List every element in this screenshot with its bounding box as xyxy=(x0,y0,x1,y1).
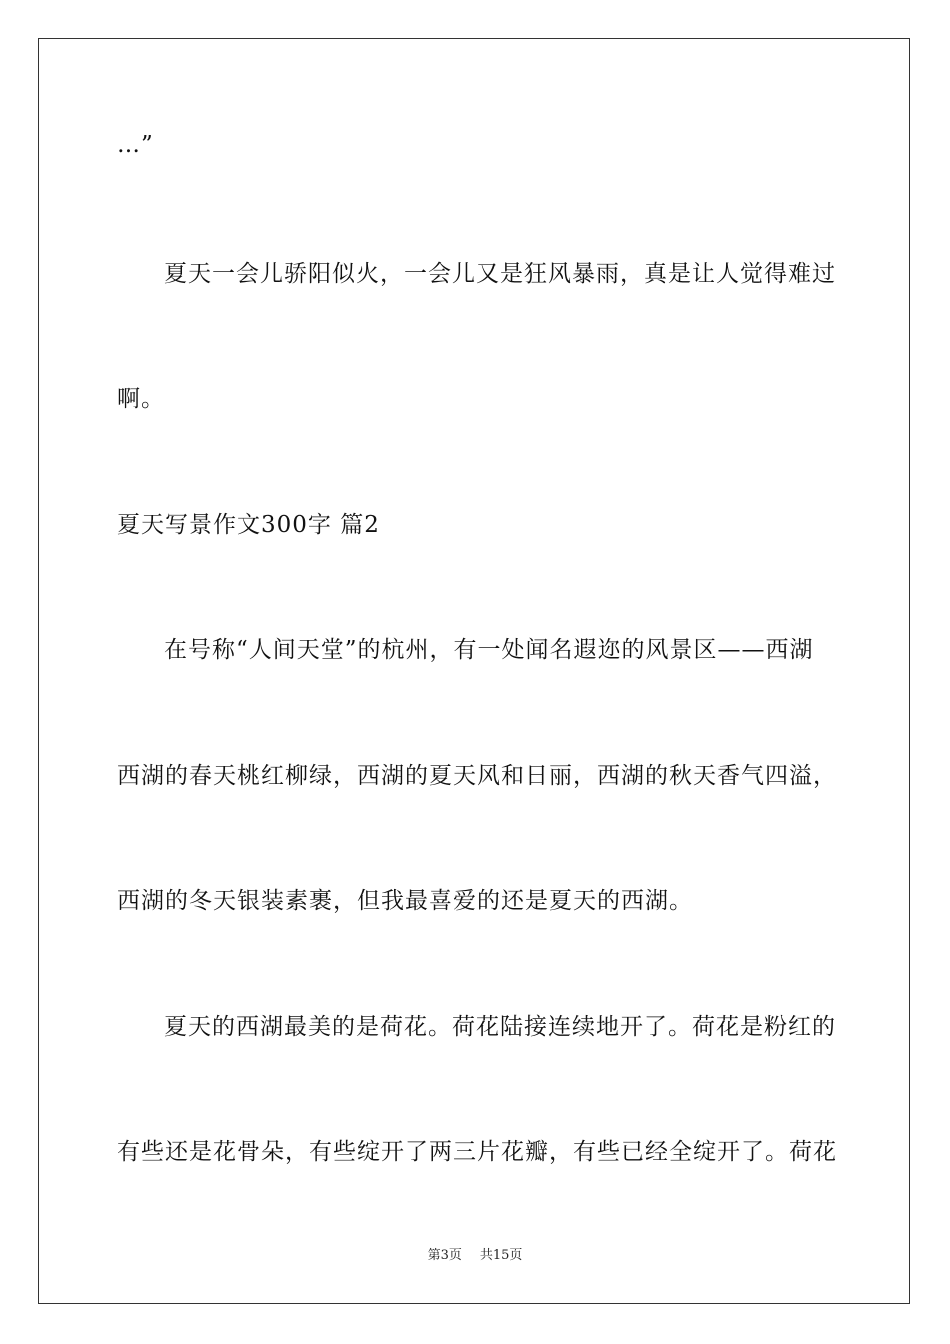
text-line-paragraph-3: 夏天的西湖最美的是荷花。荷花陆接连续地开了。荷花是粉红的 xyxy=(164,1014,836,1040)
text-line-ellipsis: …” xyxy=(117,132,154,158)
page-frame xyxy=(38,38,910,1304)
text-line-paragraph-3-cont: 有些还是花骨朵，有些绽开了两三片花瓣，有些已经全绽开了。荷花 xyxy=(117,1139,837,1165)
text-line-paragraph-1-end: 啊。 xyxy=(117,386,165,412)
text-line-paragraph-2: 在号称“人间天堂”的杭州，有一处闻名遐迩的风景区——西湖 xyxy=(164,637,814,663)
page-number: 第3页 xyxy=(427,1248,462,1263)
page-total: 共15页 xyxy=(479,1248,523,1263)
page-footer xyxy=(0,1247,950,1265)
text-line-paragraph-2-end: 西湖的冬天银装素裹，但我最喜爱的还是夏天的西湖。 xyxy=(117,888,693,914)
text-line-paragraph-2-cont: 西湖的春天桃红柳绿，西湖的夏天风和日丽，西湖的秋天香气四溢， xyxy=(117,763,837,789)
text-line-paragraph-1: 夏天一会儿骄阳似火，一会儿又是狂风暴雨，真是让人觉得难过 xyxy=(164,261,836,287)
section-heading: 夏天写景作文300字 篇2 xyxy=(117,512,380,538)
